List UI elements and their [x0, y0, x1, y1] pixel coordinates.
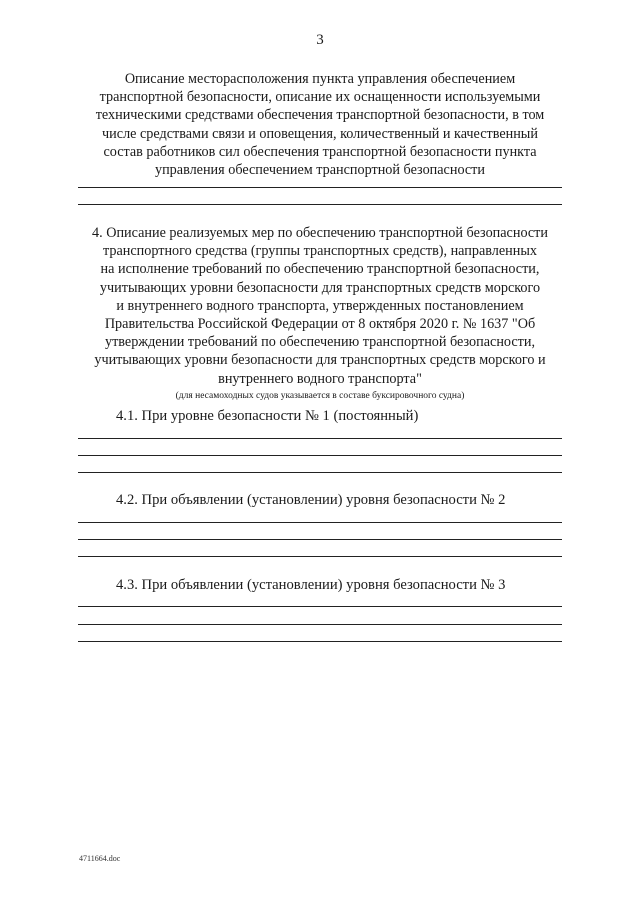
- fill-in-line[interactable]: [78, 204, 562, 205]
- subsection-4-2-title: 4.2. При объявлении (установлении) уровня безопасности № 2: [116, 492, 506, 508]
- heading-line: 4. Описание реализуемых мер по обеспечению транспортной безопасности: [92, 225, 548, 241]
- heading-line: Описание месторасположения пункта управления обеспечением: [124, 71, 516, 87]
- fill-in-line[interactable]: [78, 455, 562, 456]
- page-number: 3: [316, 32, 324, 48]
- heading-line: управления обеспечением транспортной безопасности: [155, 162, 485, 179]
- heading-line: утверждении требований по обеспечению транспортной безопасности,: [104, 334, 535, 351]
- heading-line: и внутреннего водного транспорта, утвержденных постановлением: [116, 297, 524, 314]
- fill-in-line[interactable]: [78, 606, 562, 607]
- heading-line: транспортного средства (группы транспортных средств), направленных: [103, 243, 537, 260]
- heading-line: учитывающих уровни безопасности для транспортных средств морского и: [94, 352, 546, 369]
- subsection-4-3-title: 4.3. При объявлении (установлении) уровня безопасности № 3: [116, 577, 506, 593]
- fill-in-line[interactable]: [78, 438, 562, 439]
- section-3-heading: [70, 70, 570, 179]
- fill-in-line[interactable]: [78, 539, 562, 540]
- heading-line: Правительства Российской Федерации от 8 октября 2020 г. № 1637 "Об: [104, 316, 536, 333]
- heading-line: состав работников сил обеспечения транспортной безопасности пункта: [103, 143, 537, 160]
- fill-in-line[interactable]: [78, 472, 562, 473]
- fill-in-line[interactable]: [78, 624, 562, 625]
- footnote-note: (для несамоходных судов указывается в составе буксировочного судна): [175, 390, 465, 401]
- heading-line: транспортной безопасности, описание их оснащенности используемыми: [99, 89, 541, 106]
- heading-line: числе средствами связи и оповещения, количественный и качественный: [102, 125, 538, 142]
- heading-line: учитывающих уровни безопасности для транспортных средств морского: [99, 279, 541, 296]
- heading-line: внутреннего водного транспорта": [218, 370, 422, 387]
- subsection-4-1-title: 4.1. При уровне безопасности № 1 (постоянный): [116, 408, 419, 424]
- fill-in-line[interactable]: [78, 641, 562, 642]
- heading-line: на исполнение требований по обеспечению транспортной безопасности,: [100, 261, 540, 278]
- document-code: 4711664.doc: [79, 854, 121, 863]
- fill-in-line[interactable]: [78, 556, 562, 557]
- fill-in-line[interactable]: [78, 187, 562, 188]
- fill-in-line[interactable]: [78, 522, 562, 523]
- section-4-heading: [70, 224, 570, 402]
- heading-line: техническими средствами обеспечения транспортной безопасности, в том: [95, 107, 545, 124]
